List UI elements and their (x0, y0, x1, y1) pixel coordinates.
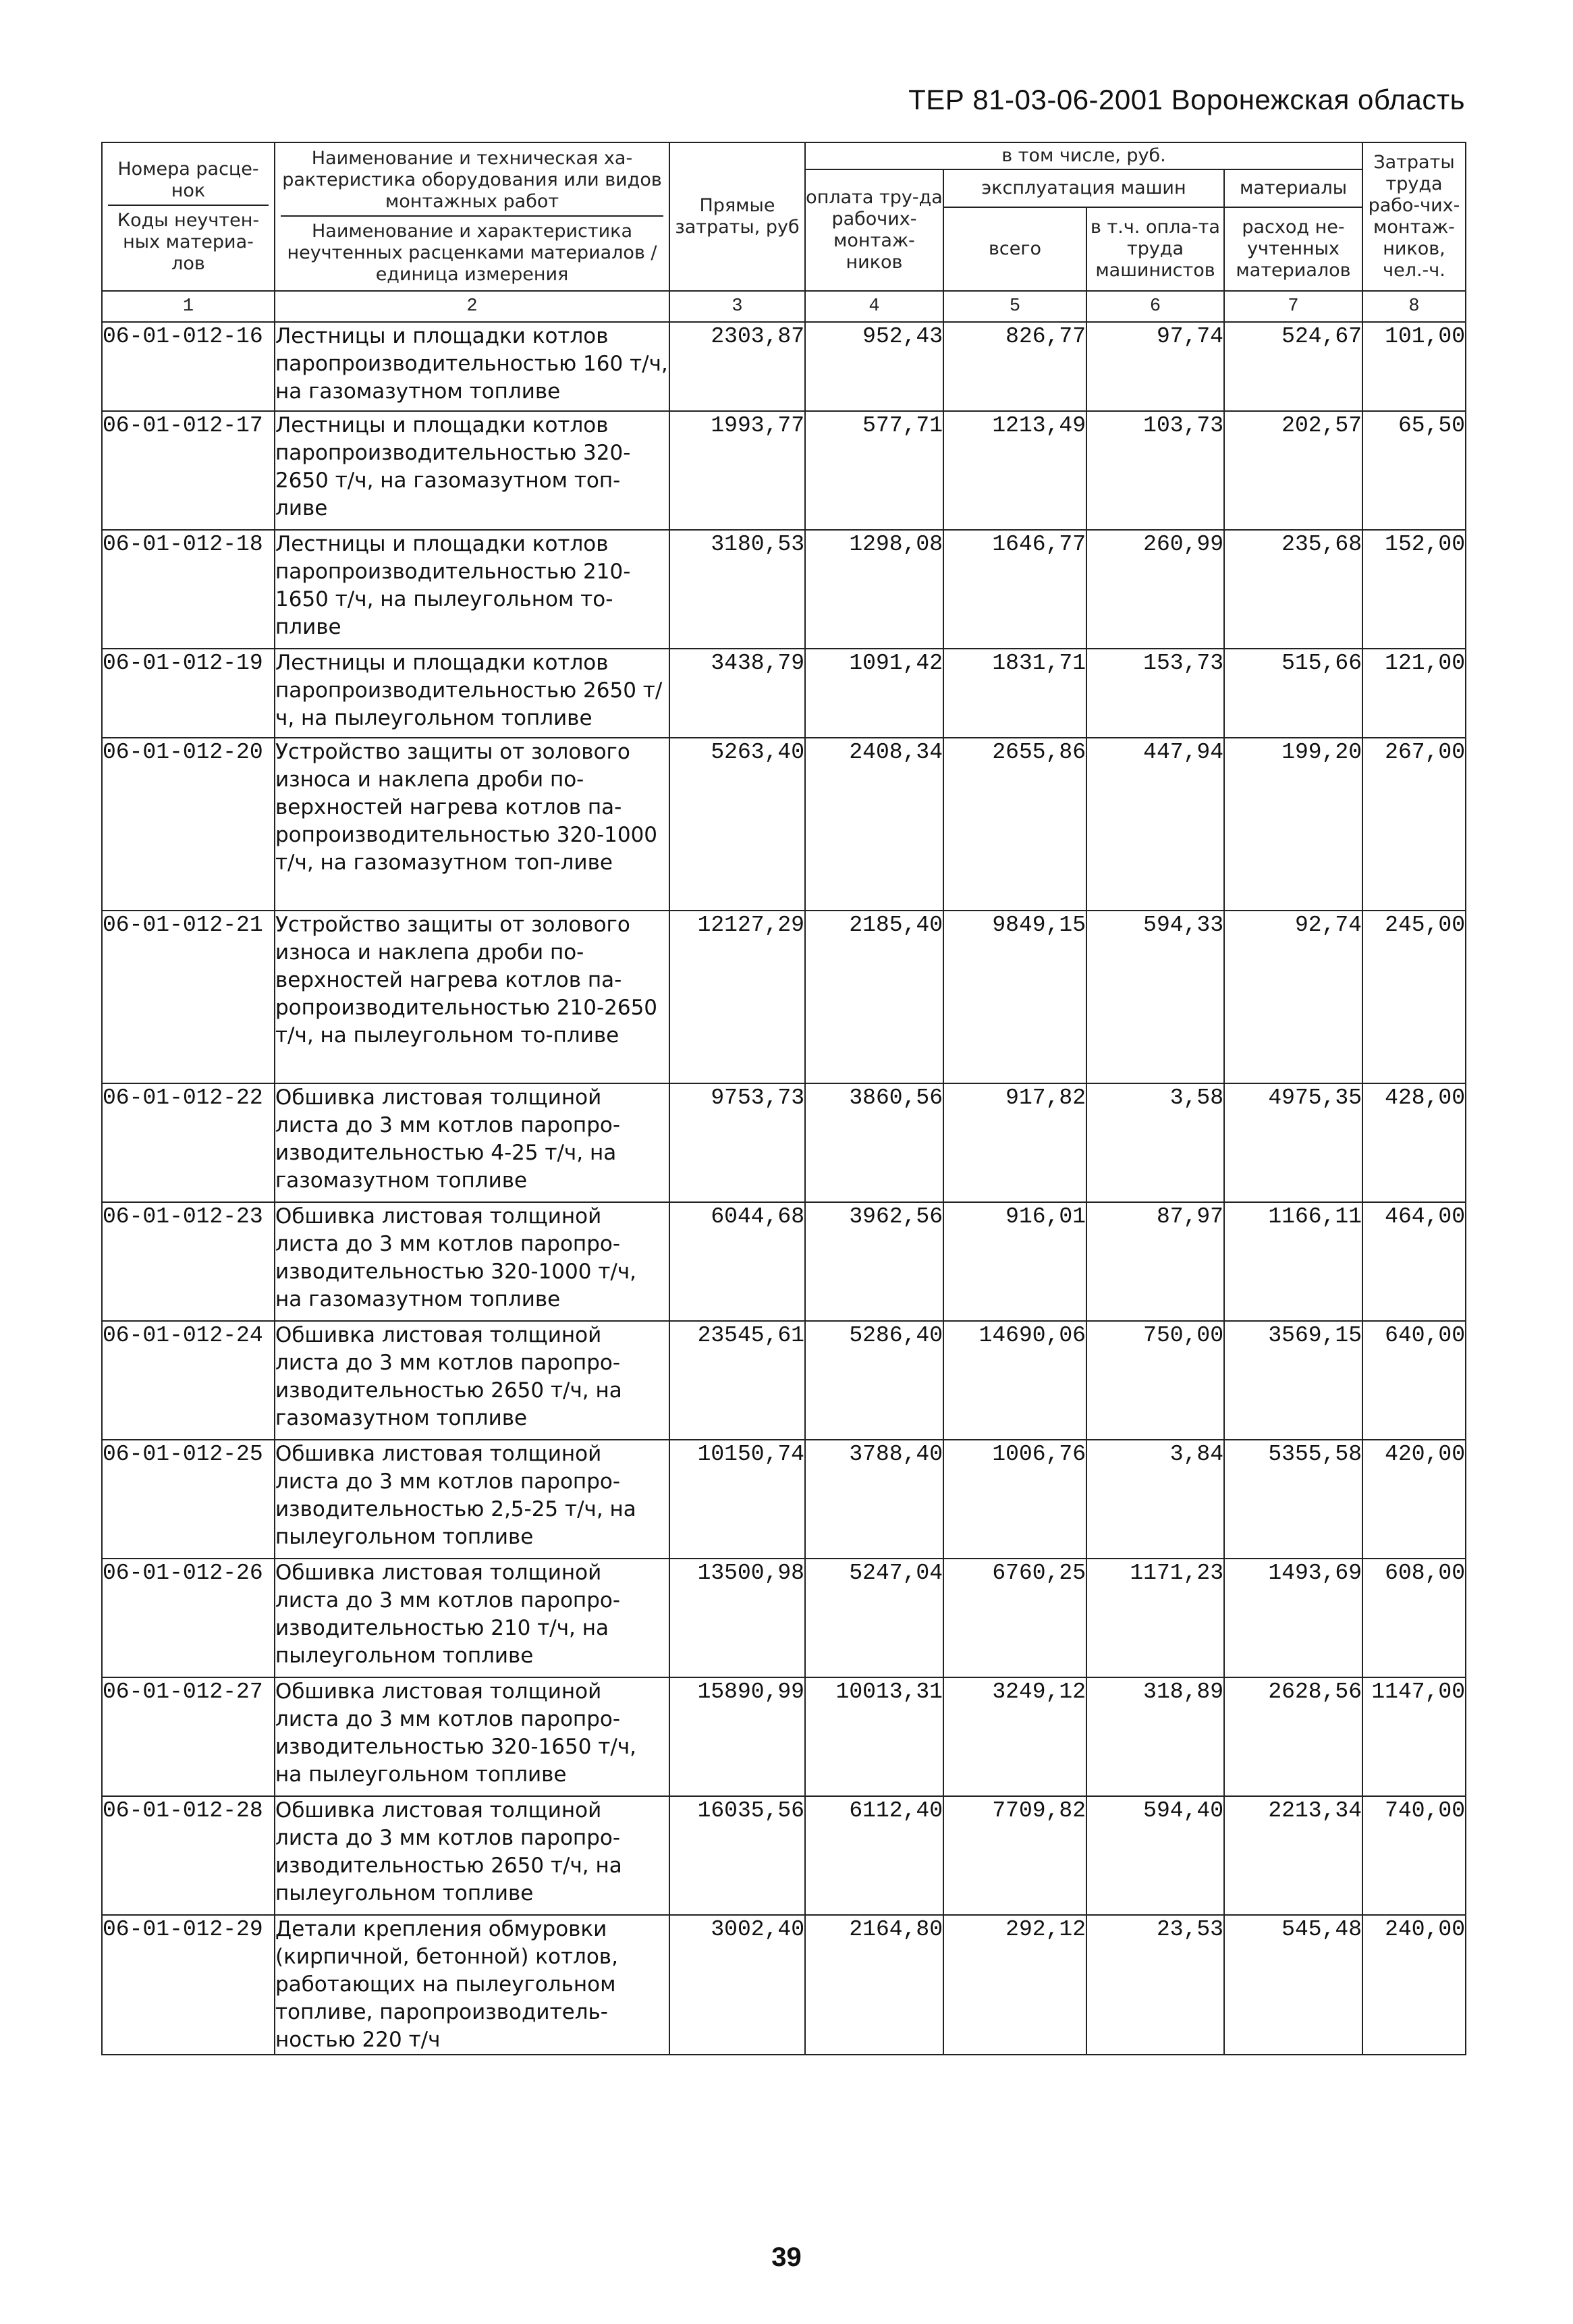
machinist-wages-value: 103,73 (1086, 411, 1224, 530)
column-index: 5 (943, 291, 1086, 322)
machine-total-value: 1646,77 (943, 530, 1086, 649)
table-row (102, 530, 1466, 649)
worker-wages-value: 2408,34 (805, 738, 943, 911)
table-row (102, 1083, 1466, 1202)
rate-code: 06-01-012-21 (102, 911, 275, 1083)
direct-costs-value: 23545,61 (669, 1321, 805, 1440)
rate-code: 06-01-012-29 (102, 1915, 275, 2055)
machinist-wages-value: 3,84 (1086, 1440, 1224, 1559)
direct-costs-value: 6044,68 (669, 1202, 805, 1321)
worker-wages-value: 2164,80 (805, 1915, 943, 2055)
worker-wages-value: 5247,04 (805, 1559, 943, 1677)
materials-value: 202,57 (1224, 411, 1362, 530)
materials-value: 515,66 (1224, 649, 1362, 738)
machine-total-value: 1831,71 (943, 649, 1086, 738)
machine-total-value: 1213,49 (943, 411, 1086, 530)
work-description: Обшивка листовая толщиной листа до 3 мм котлов паропро-изводительностью 210 т/ч, на пылеугольном топливе (275, 1559, 669, 1677)
labor-hours-value: 420,00 (1362, 1440, 1466, 1559)
table-row (102, 1915, 1466, 2055)
machine-total-value: 2655,86 (943, 738, 1086, 911)
materials-value: 235,68 (1224, 530, 1362, 649)
machinist-wages-value: 3,58 (1086, 1083, 1224, 1202)
labor-hours-value: 65,50 (1362, 411, 1466, 530)
worker-wages-value: 3860,56 (805, 1083, 943, 1202)
materials-value: 545,48 (1224, 1915, 1362, 2055)
direct-costs-value: 3438,79 (669, 649, 805, 738)
header-worker-wages: оплата тру-да рабочих-монтаж-ников (805, 169, 943, 291)
column-index: 3 (669, 291, 805, 322)
header-materials: материалы (1224, 169, 1362, 207)
header-machinist-wages: в т.ч. опла-та труда машинистов (1086, 207, 1224, 291)
machine-total-value: 826,77 (943, 322, 1086, 411)
materials-value: 199,20 (1224, 738, 1362, 911)
direct-costs-value: 10150,74 (669, 1440, 805, 1559)
table-row (102, 1321, 1466, 1440)
rates-table (101, 142, 1466, 2055)
table-row (102, 1796, 1466, 1915)
header-material-name: Наименование и характеристика неучтенных расценками материалов / единица измерения (287, 221, 657, 285)
worker-wages-value: 10013,31 (805, 1677, 943, 1796)
machine-total-value: 14690,06 (943, 1321, 1086, 1440)
direct-costs-value: 12127,29 (669, 911, 805, 1083)
table-header (102, 142, 1466, 322)
worker-wages-value: 6112,40 (805, 1796, 943, 1915)
header-codes (102, 142, 275, 291)
rate-code: 06-01-012-26 (102, 1559, 275, 1677)
header-unaccounted-materials: расход не-учтенных материалов (1224, 207, 1362, 291)
labor-hours-value: 240,00 (1362, 1915, 1466, 2055)
labor-hours-value: 101,00 (1362, 322, 1466, 411)
machinist-wages-value: 750,00 (1086, 1321, 1224, 1440)
materials-value: 3569,15 (1224, 1321, 1362, 1440)
worker-wages-value: 1091,42 (805, 649, 943, 738)
machinist-wages-value: 97,74 (1086, 322, 1224, 411)
machinist-wages-value: 1171,23 (1086, 1559, 1224, 1677)
work-description: Лестницы и площадки котлов паропроизводительностью 2650 т/ч, на пылеугольном топливе (275, 649, 669, 738)
rate-code: 06-01-012-16 (102, 322, 275, 411)
materials-value: 5355,58 (1224, 1440, 1362, 1559)
header-machine-total: всего (943, 207, 1086, 291)
materials-value: 2213,34 (1224, 1796, 1362, 1915)
table-row (102, 1440, 1466, 1559)
column-index: 7 (1224, 291, 1362, 322)
table-row (102, 738, 1466, 911)
materials-value: 524,67 (1224, 322, 1362, 411)
machinist-wages-value: 87,97 (1086, 1202, 1224, 1321)
header-direct-costs: Прямые затраты, руб (669, 142, 805, 291)
machine-total-value: 3249,12 (943, 1677, 1086, 1796)
labor-hours-value: 464,00 (1362, 1202, 1466, 1321)
work-description: Обшивка листовая толщиной листа до 3 мм котлов паропро-изводительностью 4-25 т/ч, на газомазутном топливе (275, 1083, 669, 1202)
rate-code: 06-01-012-27 (102, 1677, 275, 1796)
machinist-wages-value: 594,40 (1086, 1796, 1224, 1915)
header-names (275, 142, 669, 291)
work-description: Детали крепления обмуровки (кирпичной, бетонной) котлов, работающих на пылеугольном топливе, паропроизводитель-ностью 220 т/ч (275, 1915, 669, 2055)
materials-value: 1493,69 (1224, 1559, 1362, 1677)
column-index: 8 (1362, 291, 1466, 322)
table-row (102, 411, 1466, 530)
work-description: Лестницы и площадки котлов паропроизводительностью 210-1650 т/ч, на пылеугольном то-пливе (275, 530, 669, 649)
rate-code: 06-01-012-28 (102, 1796, 275, 1915)
machinist-wages-value: 153,73 (1086, 649, 1224, 738)
direct-costs-value: 9753,73 (669, 1083, 805, 1202)
worker-wages-value: 5286,40 (805, 1321, 943, 1440)
direct-costs-value: 3002,40 (669, 1915, 805, 2055)
machinist-wages-value: 260,99 (1086, 530, 1224, 649)
table-row (102, 1202, 1466, 1321)
machine-total-value: 916,01 (943, 1202, 1086, 1321)
work-description: Обшивка листовая толщиной листа до 3 мм котлов паропро-изводительностью 2,5-25 т/ч, на пылеугольном топливе (275, 1440, 669, 1559)
direct-costs-value: 5263,40 (669, 738, 805, 911)
table-row (102, 911, 1466, 1083)
rate-code: 06-01-012-22 (102, 1083, 275, 1202)
direct-costs-value: 15890,99 (669, 1677, 805, 1796)
machinist-wages-value: 318,89 (1086, 1677, 1224, 1796)
labor-hours-value: 608,00 (1362, 1559, 1466, 1677)
rate-code: 06-01-012-20 (102, 738, 275, 911)
worker-wages-value: 3788,40 (805, 1440, 943, 1559)
direct-costs-value: 13500,98 (669, 1559, 805, 1677)
direct-costs-value: 2303,87 (669, 322, 805, 411)
work-description: Лестницы и площадки котлов паропроизводительностью 160 т/ч, на газомазутном топливе (275, 322, 669, 411)
rate-code: 06-01-012-17 (102, 411, 275, 530)
direct-costs-value: 16035,56 (669, 1796, 805, 1915)
table-body (102, 322, 1466, 2055)
work-description: Устройство защиты от золового износа и наклепа дроби по-верхностей нагрева котлов па-ропроизводительностью 320-1000 т/ч, на газомазутном топ-ливе (275, 738, 669, 911)
machine-total-value: 917,82 (943, 1083, 1086, 1202)
rate-code: 06-01-012-25 (102, 1440, 275, 1559)
header-including-group: в том числе, руб. (805, 142, 1362, 169)
machinist-wages-value: 23,53 (1086, 1915, 1224, 2055)
work-description: Обшивка листовая толщиной листа до 3 мм котлов паропро-изводительностью 320-1000 т/ч, на газомазутном топливе (275, 1202, 669, 1321)
machine-total-value: 1006,76 (943, 1440, 1086, 1559)
labor-hours-value: 428,00 (1362, 1083, 1466, 1202)
labor-hours-value: 267,00 (1362, 738, 1466, 911)
page-number: 39 (771, 2242, 802, 2272)
machinist-wages-value: 594,33 (1086, 911, 1224, 1083)
rate-code: 06-01-012-18 (102, 530, 275, 649)
labor-hours-value: 245,00 (1362, 911, 1466, 1083)
direct-costs-value: 1993,77 (669, 411, 805, 530)
worker-wages-value: 1298,08 (805, 530, 943, 649)
column-index: 2 (275, 291, 669, 322)
header-work-name: Наименование и техническая ха-рактеристика оборудования или видов монтажных работ (281, 148, 663, 217)
materials-value: 1166,11 (1224, 1202, 1362, 1321)
work-description: Обшивка листовая толщиной листа до 3 мм котлов паропро-изводительностью 2650 т/ч, на пылеугольном топливе (275, 1796, 669, 1915)
column-index-row (102, 291, 1466, 322)
rate-code: 06-01-012-24 (102, 1321, 275, 1440)
labor-hours-value: 152,00 (1362, 530, 1466, 649)
header-machine-operation: эксплуатация машин (943, 169, 1224, 207)
labor-hours-value: 121,00 (1362, 649, 1466, 738)
rate-code: 06-01-012-23 (102, 1202, 275, 1321)
running-header: ТЕР 81-03-06-2001 Воронежская область (908, 84, 1465, 115)
worker-wages-value: 3962,56 (805, 1202, 943, 1321)
labor-hours-value: 640,00 (1362, 1321, 1466, 1440)
header-labor-hours: Затраты труда рабо-чих-монтаж-ников, чел.-ч. (1362, 142, 1466, 291)
table-row (102, 1559, 1466, 1677)
work-description: Устройство защиты от золового износа и наклепа дроби по-верхностей нагрева котлов па-ропроизводительностью 210-2650 т/ч, на пылеугольном то-пливе (275, 911, 669, 1083)
rate-code: 06-01-012-19 (102, 649, 275, 738)
column-index: 4 (805, 291, 943, 322)
materials-value: 92,74 (1224, 911, 1362, 1083)
machinist-wages-value: 447,94 (1086, 738, 1224, 911)
table-row (102, 322, 1466, 411)
machine-total-value: 292,12 (943, 1915, 1086, 2055)
column-index: 6 (1086, 291, 1224, 322)
worker-wages-value: 952,43 (805, 322, 943, 411)
table-row (102, 1677, 1466, 1796)
labor-hours-value: 1147,00 (1362, 1677, 1466, 1796)
machine-total-value: 9849,15 (943, 911, 1086, 1083)
table-row (102, 649, 1466, 738)
worker-wages-value: 577,71 (805, 411, 943, 530)
direct-costs-value: 3180,53 (669, 530, 805, 649)
column-index: 1 (102, 291, 275, 322)
header-rate-numbers: Номера расце-нок (108, 159, 269, 206)
materials-value: 2628,56 (1224, 1677, 1362, 1796)
materials-value: 4975,35 (1224, 1083, 1362, 1202)
machine-total-value: 6760,25 (943, 1559, 1086, 1677)
work-description: Обшивка листовая толщиной листа до 3 мм котлов паропро-изводительностью 320-1650 т/ч, на пылеугольном топливе (275, 1677, 669, 1796)
worker-wages-value: 2185,40 (805, 911, 943, 1083)
work-description: Обшивка листовая толщиной листа до 3 мм котлов паропро-изводительностью 2650 т/ч, на газомазутном топливе (275, 1321, 669, 1440)
machine-total-value: 7709,82 (943, 1796, 1086, 1915)
work-description: Лестницы и площадки котлов паропроизводительностью 320-2650 т/ч, на газомазутном топ-ливе (275, 411, 669, 530)
labor-hours-value: 740,00 (1362, 1796, 1466, 1915)
header-material-codes: Коды неучтен-ных материа-лов (117, 210, 260, 274)
